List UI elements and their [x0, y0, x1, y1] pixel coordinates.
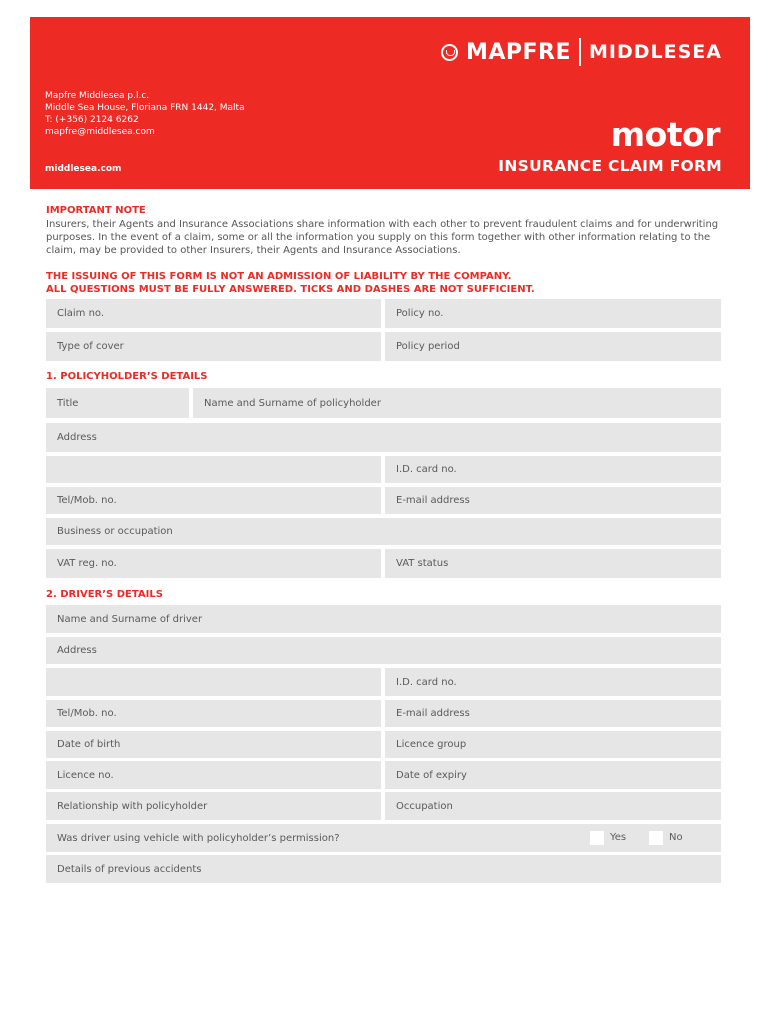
- policyholder-address-line2-field[interactable]: [46, 456, 381, 483]
- driver-email-field[interactable]: E-mail address: [385, 700, 721, 727]
- important-note-heading: IMPORTANT NOTE: [46, 205, 146, 216]
- contact-block: [45, 90, 245, 138]
- policyholder-name-field[interactable]: Name and Surname of policyholder: [193, 388, 721, 418]
- licence-no-field[interactable]: Licence no.: [46, 761, 381, 789]
- driver-tel-field[interactable]: Tel/Mob. no.: [46, 700, 381, 727]
- website: middlesea.com: [45, 164, 122, 174]
- permission-no-label: No: [669, 832, 683, 843]
- important-note-body: Insurers, their Agents and Insurance Associations share information with each other to prevent fraudulent claims and for underwriting purposes. In the event of a claim, some or all the information you supply on this form together with other information relating to the claim, may be provided to other Insurers, their Agents and Insurance Associations.: [46, 219, 719, 256]
- brand-name-middlesea: MIDDLESEA: [589, 41, 722, 63]
- company-email: mapfre@middlesea.com: [45, 127, 155, 137]
- brand-logo: [441, 39, 722, 65]
- mapfre-logo-icon: [441, 44, 458, 61]
- company-name: Mapfre Middlesea p.l.c.: [45, 91, 150, 101]
- warning-line-1: THE ISSUING OF THIS FORM IS NOT AN ADMISSION OF LIABILITY BY THE COMPANY.: [46, 271, 512, 282]
- policyholder-title-field[interactable]: Title: [46, 388, 189, 418]
- logo-divider: [579, 38, 581, 66]
- warning-line-2: ALL QUESTIONS MUST BE FULLY ANSWERED. TICKS AND DASHES ARE NOT SUFFICIENT.: [46, 283, 535, 295]
- form-subtitle: INSURANCE CLAIM FORM: [498, 157, 722, 175]
- policyholder-email-field[interactable]: E-mail address: [385, 487, 721, 514]
- driver-name-field[interactable]: Name and Surname of driver: [46, 605, 721, 633]
- policy-no-field[interactable]: Policy no.: [385, 299, 721, 328]
- header-banner: [30, 17, 750, 189]
- permission-question-label: Was driver using vehicle with policyholder’s permission?: [57, 832, 340, 844]
- driver-address-line2-field[interactable]: [46, 668, 381, 696]
- type-of-cover-field[interactable]: Type of cover: [46, 332, 381, 361]
- policyholder-occupation-field[interactable]: Business or occupation: [46, 518, 721, 545]
- previous-accidents-field[interactable]: Details of previous accidents: [46, 855, 721, 883]
- policyholder-id-card-field[interactable]: I.D. card no.: [385, 456, 721, 483]
- permission-yes-label: Yes: [610, 832, 627, 843]
- policyholder-tel-field[interactable]: Tel/Mob. no.: [46, 487, 381, 514]
- licence-expiry-field[interactable]: Date of expiry: [385, 761, 721, 789]
- driver-address-field[interactable]: Address: [46, 637, 721, 664]
- liability-warning: [46, 271, 535, 296]
- form-title: motor: [610, 115, 720, 154]
- claim-no-field[interactable]: Claim no.: [46, 299, 381, 328]
- permission-yes-checkbox[interactable]: [590, 831, 604, 845]
- licence-group-field[interactable]: Licence group: [385, 731, 721, 758]
- vat-status-field[interactable]: VAT status: [385, 549, 721, 578]
- company-phone: T: (+356) 2124 6262: [45, 115, 139, 125]
- relationship-field[interactable]: Relationship with policyholder: [46, 792, 381, 820]
- company-address: Middle Sea House, Floriana FRN 1442, Malta: [45, 103, 245, 113]
- policyholder-address-field[interactable]: Address: [46, 423, 721, 452]
- policy-period-field[interactable]: Policy period: [385, 332, 721, 361]
- section-policyholder-heading: 1. POLICYHOLDER’S DETAILS: [46, 371, 208, 382]
- driver-dob-field[interactable]: Date of birth: [46, 731, 381, 758]
- brand-name-mapfre: MAPFRE: [465, 39, 572, 65]
- section-driver-heading: 2. DRIVER’S DETAILS: [46, 589, 163, 600]
- driver-occupation-field[interactable]: Occupation: [385, 792, 721, 820]
- vat-reg-field[interactable]: VAT reg. no.: [46, 549, 381, 578]
- permission-no-checkbox[interactable]: [649, 831, 663, 845]
- driver-id-card-field[interactable]: I.D. card no.: [385, 668, 721, 696]
